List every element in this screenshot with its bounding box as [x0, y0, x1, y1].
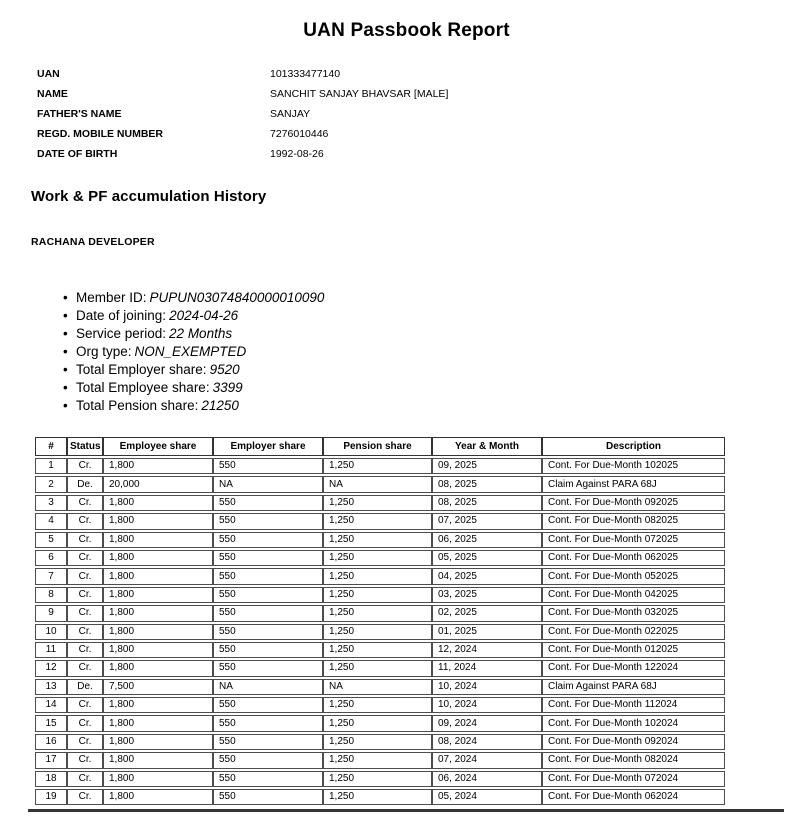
cell-pension-share: 1,250: [323, 715, 432, 731]
table-row: [35, 568, 725, 584]
cell-row-number: 12: [35, 660, 67, 676]
cell-description: Cont. For Due-Month 122024: [542, 660, 725, 676]
cell-row-number: 11: [35, 642, 67, 658]
cell-description: Cont. For Due-Month 012025: [542, 642, 725, 658]
col-header-employee-share: Employee share: [103, 437, 213, 456]
cell-pension-share: 1,250: [323, 532, 432, 548]
cell-status: De.: [67, 679, 103, 695]
table-row: [35, 550, 725, 566]
cell-year-month: 06, 2024: [432, 771, 542, 787]
cell-description: Cont. For Due-Month 042025: [542, 587, 725, 603]
cell-status: De.: [67, 476, 103, 492]
cell-employer-share: NA: [213, 476, 323, 492]
table-row: [35, 476, 725, 492]
summary-item: [63, 343, 324, 361]
cell-row-number: 1: [35, 458, 67, 474]
member-info-label: UAN: [37, 68, 60, 80]
cell-row-number: 6: [35, 550, 67, 566]
summary-item-value: NON_EXEMPTED: [134, 344, 247, 359]
table-header: [35, 437, 725, 456]
cell-status: Cr.: [67, 624, 103, 640]
cell-pension-share: 1,250: [323, 752, 432, 768]
cell-employee-share: 1,800: [103, 587, 213, 603]
cell-year-month: 08, 2025: [432, 495, 542, 511]
cell-pension-share: 1,250: [323, 789, 432, 805]
summary-item: [63, 325, 324, 343]
table-row: [35, 624, 725, 640]
member-info-value: SANJAY: [270, 108, 311, 120]
cell-description: Cont. For Due-Month 032025: [542, 605, 725, 621]
member-info-value: 101333477140: [270, 68, 341, 80]
cell-pension-share: 1,250: [323, 513, 432, 529]
cell-status: Cr.: [67, 513, 103, 529]
cell-year-month: 04, 2025: [432, 568, 542, 584]
cell-employer-share: 550: [213, 550, 323, 566]
cell-year-month: 10, 2024: [432, 697, 542, 713]
cell-status: Cr.: [67, 771, 103, 787]
member-info-label: NAME: [37, 88, 68, 100]
cell-description: Cont. For Due-Month 052025: [542, 568, 725, 584]
cell-employee-share: 1,800: [103, 642, 213, 658]
cell-status: Cr.: [67, 715, 103, 731]
cell-row-number: 4: [35, 513, 67, 529]
col-header-number: #: [35, 437, 67, 456]
summary-item: [63, 397, 324, 415]
cell-employee-share: 1,800: [103, 550, 213, 566]
cell-employee-share: 1,800: [103, 715, 213, 731]
table-header-row: [35, 437, 725, 456]
col-header-pension-share: Pension share: [323, 437, 432, 456]
cell-year-month: 11, 2024: [432, 660, 542, 676]
cell-row-number: 15: [35, 715, 67, 731]
cell-year-month: 07, 2024: [432, 752, 542, 768]
cell-row-number: 5: [35, 532, 67, 548]
member-info-row: [37, 88, 448, 108]
cell-employer-share: NA: [213, 679, 323, 695]
cell-status: Cr.: [67, 752, 103, 768]
member-info-value: 7276010446: [270, 128, 329, 140]
summary-item-value: 21250: [201, 398, 239, 413]
cell-employee-share: 1,800: [103, 752, 213, 768]
cell-employer-share: 550: [213, 605, 323, 621]
table-row: [35, 734, 725, 750]
cell-pension-share: 1,250: [323, 605, 432, 621]
cell-employee-share: 1,800: [103, 697, 213, 713]
cell-pension-share: 1,250: [323, 568, 432, 584]
table-body: [35, 458, 725, 805]
cell-description: Claim Against PARA 68J: [542, 476, 725, 492]
summary-item: [63, 379, 324, 397]
cell-employee-share: 7,500: [103, 679, 213, 695]
col-header-status: Status: [67, 437, 103, 456]
cell-year-month: 09, 2024: [432, 715, 542, 731]
cell-year-month: 03, 2025: [432, 587, 542, 603]
cell-employer-share: 550: [213, 771, 323, 787]
cell-status: Cr.: [67, 532, 103, 548]
cell-employee-share: 1,800: [103, 513, 213, 529]
cell-description: Cont. For Due-Month 102024: [542, 715, 725, 731]
cell-row-number: 13: [35, 679, 67, 695]
table-row: [35, 513, 725, 529]
cell-row-number: 7: [35, 568, 67, 584]
member-info-row: [37, 68, 448, 88]
cell-employee-share: 1,800: [103, 568, 213, 584]
member-info-label: DATE OF BIRTH: [37, 148, 118, 160]
cell-status: Cr.: [67, 789, 103, 805]
cell-status: Cr.: [67, 458, 103, 474]
summary-item-label: Total Employee share:: [76, 380, 210, 395]
cell-description: Cont. For Due-Month 112024: [542, 697, 725, 713]
cell-employer-share: 550: [213, 532, 323, 548]
employment-summary-list: [63, 289, 324, 415]
cell-year-month: 10, 2024: [432, 679, 542, 695]
cell-pension-share: 1,250: [323, 458, 432, 474]
cell-description: Cont. For Due-Month 072025: [542, 532, 725, 548]
summary-item: [63, 361, 324, 379]
member-info-value: SANCHIT SANJAY BHAVSAR [MALE]: [270, 88, 449, 100]
cell-employee-share: 1,800: [103, 532, 213, 548]
cell-employer-share: 550: [213, 642, 323, 658]
page-bottom-divider: [28, 809, 784, 812]
cell-year-month: 12, 2024: [432, 642, 542, 658]
cell-employee-share: 1,800: [103, 734, 213, 750]
cell-employer-share: 550: [213, 734, 323, 750]
cell-row-number: 8: [35, 587, 67, 603]
cell-employee-share: 1,800: [103, 771, 213, 787]
cell-employer-share: 550: [213, 789, 323, 805]
table-row: [35, 715, 725, 731]
cell-employee-share: 1,800: [103, 789, 213, 805]
member-info-row: [37, 148, 448, 168]
table-row: [35, 697, 725, 713]
cell-year-month: 07, 2025: [432, 513, 542, 529]
cell-pension-share: 1,250: [323, 550, 432, 566]
cell-status: Cr.: [67, 734, 103, 750]
cell-row-number: 16: [35, 734, 67, 750]
cell-row-number: 18: [35, 771, 67, 787]
cell-employer-share: 550: [213, 660, 323, 676]
cell-year-month: 05, 2024: [432, 789, 542, 805]
member-info-row: [37, 128, 448, 148]
col-header-year-month: Year & Month: [432, 437, 542, 456]
employer-name: RACHANA DEVELOPER: [31, 236, 155, 248]
cell-pension-share: 1,250: [323, 734, 432, 750]
cell-description: Cont. For Due-Month 062025: [542, 550, 725, 566]
cell-row-number: 19: [35, 789, 67, 805]
col-header-description: Description: [542, 437, 725, 456]
summary-item-value: 22 Months: [169, 326, 233, 341]
cell-status: Cr.: [67, 642, 103, 658]
summary-item-label: Service period:: [76, 326, 167, 341]
summary-item-label: Total Pension share:: [76, 398, 199, 413]
cell-employer-share: 550: [213, 715, 323, 731]
cell-description: Cont. For Due-Month 072024: [542, 771, 725, 787]
cell-employer-share: 550: [213, 458, 323, 474]
summary-item-label: Date of joining:: [76, 308, 167, 323]
cell-year-month: 09, 2025: [432, 458, 542, 474]
member-info-row: [37, 108, 448, 128]
cell-employer-share: 550: [213, 568, 323, 584]
cell-row-number: 2: [35, 476, 67, 492]
cell-employer-share: 550: [213, 752, 323, 768]
cell-row-number: 10: [35, 624, 67, 640]
member-info-label: FATHER'S NAME: [37, 108, 122, 120]
table-row: [35, 495, 725, 511]
summary-item-value: PUPUN03074840000010090: [149, 290, 325, 305]
cell-description: Cont. For Due-Month 102025: [542, 458, 725, 474]
cell-status: Cr.: [67, 660, 103, 676]
cell-row-number: 9: [35, 605, 67, 621]
member-info-block: [37, 68, 448, 168]
summary-item-value: 2024-04-26: [169, 308, 239, 323]
table-row: [35, 789, 725, 805]
table-row: [35, 605, 725, 621]
cell-pension-share: 1,250: [323, 697, 432, 713]
cell-row-number: 17: [35, 752, 67, 768]
table-row: [35, 679, 725, 695]
cell-row-number: 3: [35, 495, 67, 511]
cell-employee-share: 1,800: [103, 605, 213, 621]
summary-item-value: 3399: [212, 380, 243, 395]
table-row: [35, 458, 725, 474]
cell-description: Cont. For Due-Month 092024: [542, 734, 725, 750]
cell-employee-share: 20,000: [103, 476, 213, 492]
cell-description: Cont. For Due-Month 082025: [542, 513, 725, 529]
summary-item-label: Member ID:: [76, 290, 147, 305]
member-info-label: REGD. MOBILE NUMBER: [37, 128, 163, 140]
cell-year-month: 06, 2025: [432, 532, 542, 548]
cell-year-month: 01, 2025: [432, 624, 542, 640]
cell-year-month: 08, 2025: [432, 476, 542, 492]
cell-row-number: 14: [35, 697, 67, 713]
table-row: [35, 587, 725, 603]
table-row: [35, 771, 725, 787]
cell-employer-share: 550: [213, 624, 323, 640]
cell-year-month: 05, 2025: [432, 550, 542, 566]
cell-employee-share: 1,800: [103, 624, 213, 640]
cell-year-month: 02, 2025: [432, 605, 542, 621]
cell-employee-share: 1,800: [103, 458, 213, 474]
cell-status: Cr.: [67, 495, 103, 511]
page-title: UAN Passbook Report: [303, 20, 510, 41]
table-row: [35, 660, 725, 676]
cell-pension-share: 1,250: [323, 660, 432, 676]
cell-description: Cont. For Due-Month 022025: [542, 624, 725, 640]
cell-employee-share: 1,800: [103, 495, 213, 511]
cell-pension-share: NA: [323, 476, 432, 492]
cell-pension-share: 1,250: [323, 771, 432, 787]
cell-status: Cr.: [67, 587, 103, 603]
cell-employer-share: 550: [213, 697, 323, 713]
summary-item: [63, 307, 324, 325]
cell-status: Cr.: [67, 550, 103, 566]
pf-transactions-table: [35, 435, 725, 807]
cell-status: Cr.: [67, 697, 103, 713]
section-heading: Work & PF accumulation History: [31, 188, 267, 205]
cell-description: Cont. For Due-Month 082024: [542, 752, 725, 768]
member-info-value: 1992-08-26: [270, 148, 324, 160]
cell-employer-share: 550: [213, 513, 323, 529]
cell-description: Claim Against PARA 68J: [542, 679, 725, 695]
cell-year-month: 08, 2024: [432, 734, 542, 750]
table-row: [35, 532, 725, 548]
summary-item: [63, 289, 324, 307]
table-row: [35, 752, 725, 768]
cell-employer-share: 550: [213, 495, 323, 511]
cell-employee-share: 1,800: [103, 660, 213, 676]
cell-pension-share: NA: [323, 679, 432, 695]
cell-description: Cont. For Due-Month 092025: [542, 495, 725, 511]
summary-item-value: 9520: [209, 362, 240, 377]
summary-item-label: Total Employer share:: [76, 362, 207, 377]
cell-pension-share: 1,250: [323, 495, 432, 511]
summary-item-label: Org type:: [76, 344, 132, 359]
col-header-employer-share: Employer share: [213, 437, 323, 456]
cell-status: Cr.: [67, 605, 103, 621]
cell-pension-share: 1,250: [323, 642, 432, 658]
table-row: [35, 642, 725, 658]
cell-pension-share: 1,250: [323, 587, 432, 603]
cell-description: Cont. For Due-Month 062024: [542, 789, 725, 805]
cell-employer-share: 550: [213, 587, 323, 603]
cell-status: Cr.: [67, 568, 103, 584]
cell-pension-share: 1,250: [323, 624, 432, 640]
